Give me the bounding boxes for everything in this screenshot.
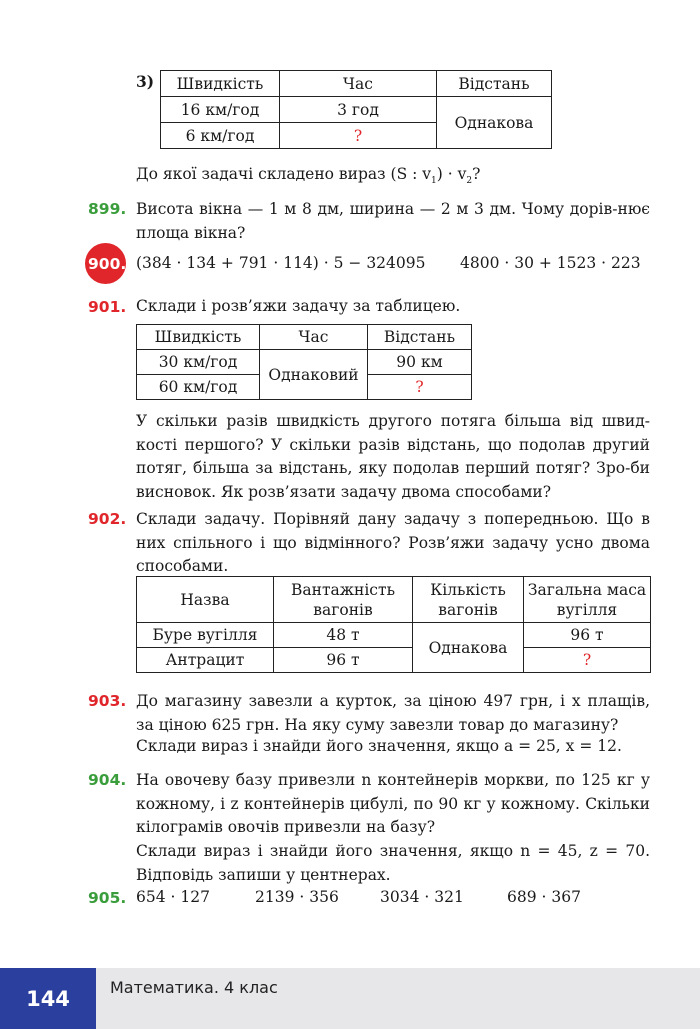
task-expression: 654 · 127 [136, 888, 210, 906]
task-expression: 4800 · 30 + 1523 · 223 [460, 254, 641, 272]
task-expression: 689 · 367 [507, 888, 581, 906]
table-header: Кількість вагонів [413, 577, 524, 623]
task-number: 905. [88, 889, 127, 907]
table-header: Відстань [368, 325, 472, 350]
table-coal-wagons [136, 576, 651, 673]
table-cell-merged: Однакова [437, 97, 552, 149]
expression-question: До якої задачі складено вираз (S : $v_1) \cdot v_2$? [136, 165, 481, 187]
task-number: 904. [88, 771, 127, 789]
table-cell: Буре вугілля [137, 623, 274, 648]
task-question: У скільки разів швидкість другого потяга більша від швид-кості першого? У скільки разів відстань, що подолав другий потяг, більша за відстань, яку подолав перший потяг? Зро-би висновок. Як розв’язати задачу двома способами? [136, 412, 650, 501]
table-header: Відстань [437, 71, 552, 97]
task-text: Склади задачу. Порівняй дану задачу з попередньою. Що в них спільного і що відмінного? Розв’яжи задачу усно двома способами. [136, 510, 650, 575]
table-speed-time-distance-1 [160, 70, 552, 149]
task-text: Висота вікна — 1 м 8 дм, ширина — 2 м 3 дм. Чому дорів-нює площа вікна? [136, 200, 650, 242]
task-number: 900. [88, 255, 127, 273]
task-instruction: Склади вираз і знайди його значення, якщо n = 45, z = 70. Відповідь запиши у центнерах. [136, 842, 650, 884]
task-expression: (384 · 134 + 791 · 114) · 5 − 324095 [136, 254, 426, 272]
task-number: 901. [88, 298, 127, 316]
table-header: Вантажність вагонів [274, 577, 413, 623]
table-cell: 6 км/год [161, 123, 280, 149]
task-text: До магазину завезли a курток, за ціною 497 грн, і x плащів, за ціною 625 грн. На яку суму завезли товар до магазину? [136, 692, 650, 734]
table-header: Швидкість [161, 71, 280, 97]
table-cell-unknown: ? [524, 648, 651, 673]
table-header: Час [280, 71, 437, 97]
task-number: 902. [88, 510, 127, 528]
table-cell-merged: Однаковий [260, 350, 368, 400]
table-header: Назва [137, 577, 274, 623]
table-cell: 96 т [274, 648, 413, 673]
page-footer [0, 968, 700, 1029]
task-text: Склади і розв’яжи задачу за таблицею. [136, 297, 461, 315]
table-header: Загальна маса вугілля [524, 577, 651, 623]
page-number: 144 [0, 968, 96, 1029]
table-speed-time-distance-2 [136, 324, 472, 400]
table-cell: 3 год [280, 97, 437, 123]
table-cell: 90 км [368, 350, 472, 375]
table-cell: 96 т [524, 623, 651, 648]
table-cell-merged: Однакова [413, 623, 524, 673]
task-expression: 2139 · 356 [255, 888, 339, 906]
task-number: 899. [88, 200, 127, 218]
table-cell: 60 км/год [137, 375, 260, 400]
task-text: На овочеву базу привезли n контейнерів моркви, по 125 кг у кожному, і z контейнерів цибулі, по 90 кг у кожному. Скільки кілограмів овочів привезли на базу? [136, 771, 650, 836]
table-cell-unknown: ? [368, 375, 472, 400]
table-cell-unknown: ? [280, 123, 437, 149]
task-instruction: Склади вираз і знайди його значення, якщо a = 25, x = 12. [136, 737, 622, 755]
book-title: Математика. 4 клас [110, 978, 278, 997]
table-cell: 16 км/год [161, 97, 280, 123]
table-cell: 48 т [274, 623, 413, 648]
task-expression: 3034 · 321 [380, 888, 464, 906]
table-cell: Антрацит [137, 648, 274, 673]
task-number: 903. [88, 692, 127, 710]
table-header: Швидкість [137, 325, 260, 350]
table-cell: 30 км/год [137, 350, 260, 375]
table-header: Час [260, 325, 368, 350]
subtask-label: 3) [136, 72, 155, 91]
